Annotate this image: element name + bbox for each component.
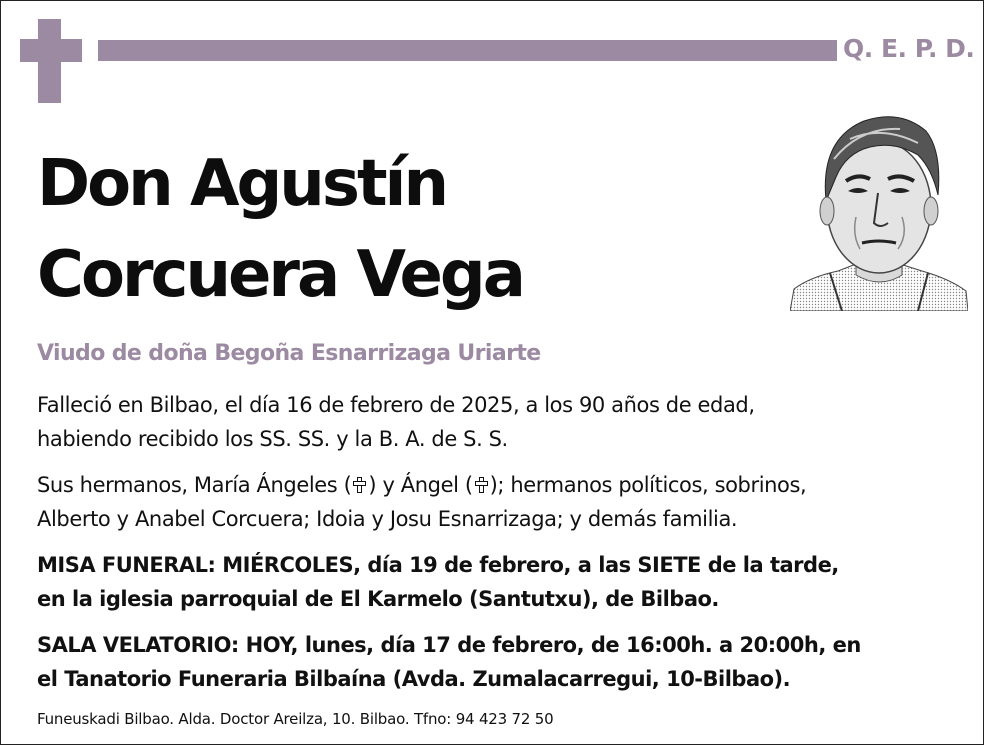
family-line-1 [37, 468, 806, 502]
portrait-photo [790, 99, 968, 311]
cross-icon-arm [20, 39, 82, 62]
name-line-1: Don Agustín [37, 147, 447, 221]
family-text-c: ); hermanos políticos, sobrinos, [489, 473, 807, 497]
family-text-a: Sus hermanos, María Ángeles ( [37, 473, 352, 497]
wake-line-2: el Tanatorio Funeraria Bilbaína (Avda. Zumalacarregui, 10-Bilbao). [37, 667, 791, 691]
name-line-2: Corcuera Vega [37, 238, 523, 312]
deceased-name [37, 139, 523, 321]
family-line-2: Alberto y Anabel Corcuera; Idoia y Josu Esnarrizaga; y demás familia. [37, 507, 738, 531]
death-notice-line-1: Falleció en Bilbao, el día 16 de febrero de 2025, a los 90 años de edad, [37, 393, 755, 417]
wake-line-1: SALA VELATORIO: HOY, lunes, día 17 de febrero, de 16:00h. a 20:00h, en [37, 633, 861, 657]
funeral-mass-line-2: en la iglesia parroquial de El Karmelo (Santutxu), de Bilbao. [37, 587, 719, 611]
funeral-home-footer: Funeuskadi Bilbao. Alda. Doctor Areilza, 10. Bilbao. Tfno: 94 423 72 50 [37, 710, 554, 728]
wake-info [37, 628, 861, 696]
funeral-mass-line-1: MISA FUNERAL: MIÉRCOLES, día 19 de febrero, a las SIETE de la tarde, [37, 553, 839, 577]
death-notice [37, 388, 755, 456]
header-bar [98, 40, 837, 61]
death-notice-line-2: habiendo recibido los SS. SS. y la B. A. de S. S. [37, 427, 508, 451]
family-text-b: ) y Ángel ( [368, 473, 473, 497]
qepd-label: Q. E. P. D. [843, 34, 975, 63]
widower-of: Viudo de doña Begoña Esnarrizaga Uriarte [37, 341, 541, 366]
family-mourners [37, 468, 806, 536]
latin-cross-icon [353, 477, 366, 493]
funeral-mass [37, 548, 839, 616]
latin-cross-icon [475, 477, 488, 493]
